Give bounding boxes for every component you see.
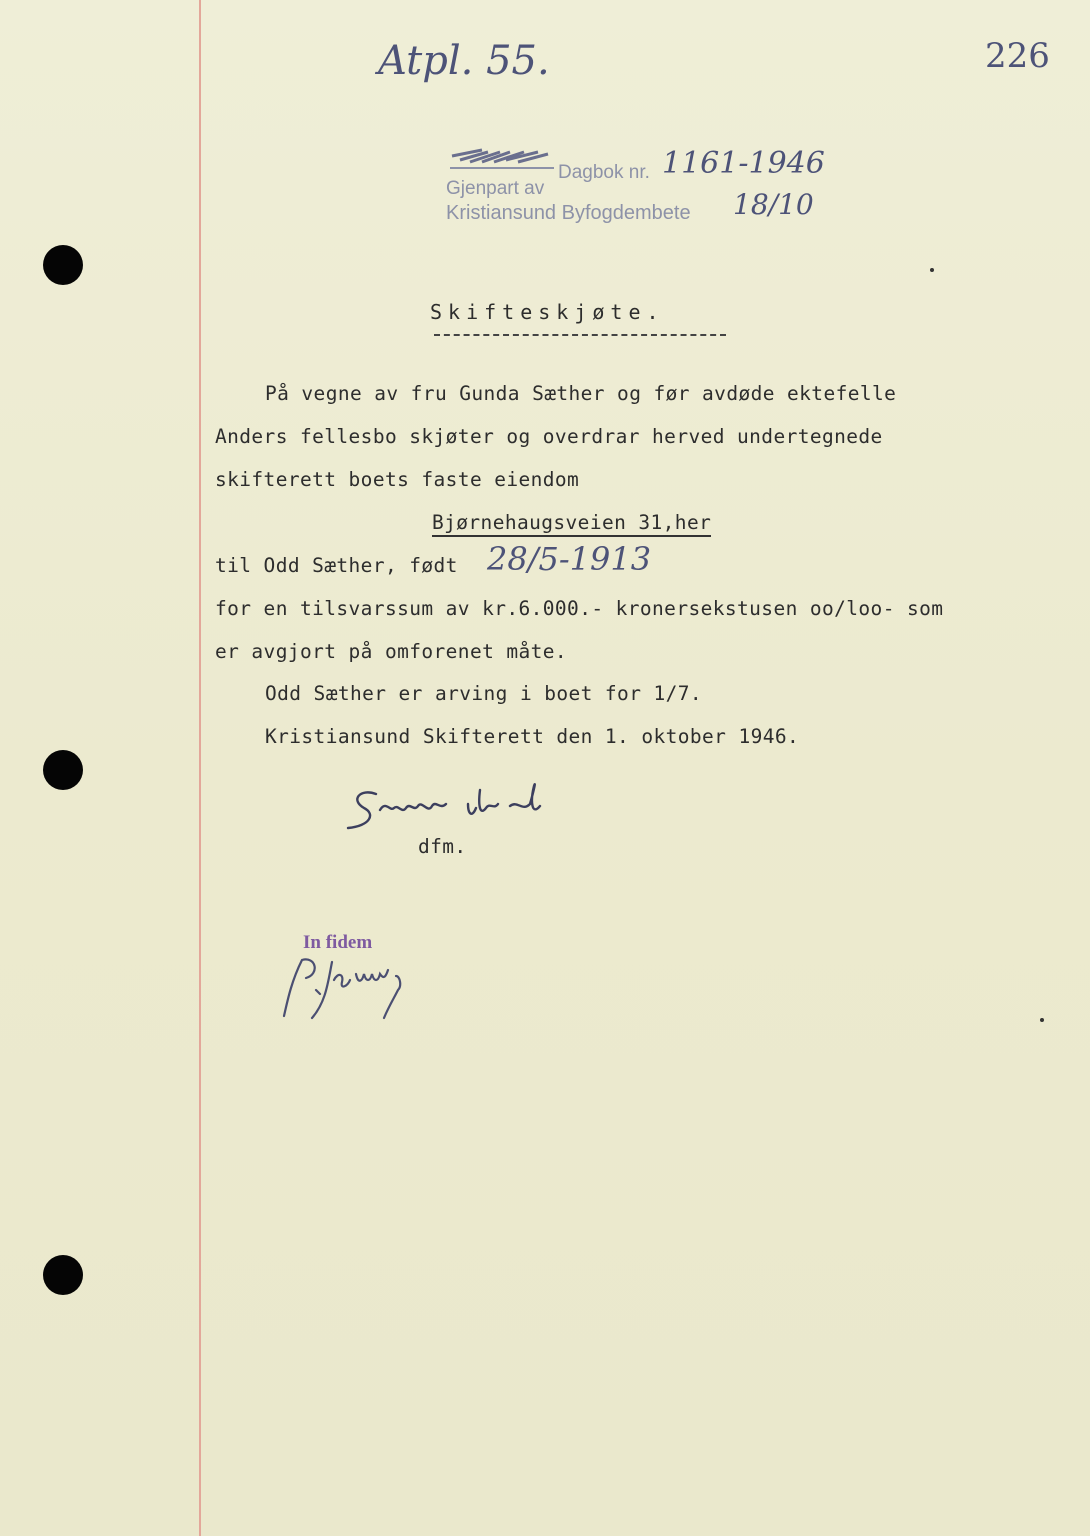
body-line-3: skifterett boets faste eiendom <box>215 468 580 491</box>
in-fidem-stamp: In fidem <box>303 932 373 953</box>
speck <box>930 268 934 272</box>
page-number: 226 <box>985 36 1050 76</box>
signature <box>340 780 560 840</box>
title-underline <box>434 334 726 336</box>
property-address-text: Bjørnehaugsveien 31,her <box>432 511 711 537</box>
stamp-office: Kristiansund Byfogdembete <box>446 202 691 224</box>
body-line-7: er avgjort på omforenet måte. <box>215 640 568 663</box>
punch-hole <box>43 245 83 285</box>
property-address <box>432 511 711 534</box>
birth-date: 28/5-1913 <box>487 540 652 578</box>
signature-title: dfm. <box>418 835 467 858</box>
punch-hole <box>43 1255 83 1295</box>
body-line-9: Kristiansund Skifterett den 1. oktober 1946. <box>265 725 800 748</box>
struck-out-stamp-text <box>448 142 558 172</box>
handwritten-reference: Atpl. 55. <box>378 38 550 84</box>
body-line-2: Anders fellesbo skjøter og overdrar herved undertegnede <box>215 425 883 448</box>
punch-hole <box>43 750 83 790</box>
certifier-signature <box>280 950 430 1030</box>
margin-rule <box>199 0 201 1536</box>
stamp-date: 18/10 <box>733 188 814 221</box>
body-line-1: På vegne av fru Gunda Sæther og før avdøde ektefelle <box>265 382 897 405</box>
document-title: Skifteskjøte. <box>430 300 665 324</box>
dagbok-number: 1161-1946 <box>662 146 825 181</box>
stamp-dagbok-label: Dagbok nr. <box>558 162 650 183</box>
body-line-6: for en tilsvarssum av kr.6.000.- kronersekstusen oo/loo- som <box>215 597 944 620</box>
speck <box>1040 1018 1044 1022</box>
body-line-8: Odd Sæther er arving i boet for 1/7. <box>265 682 703 705</box>
body-line-5: til Odd Sæther, født <box>215 554 458 577</box>
stamp-copy-label: Gjenpart av <box>446 178 545 199</box>
